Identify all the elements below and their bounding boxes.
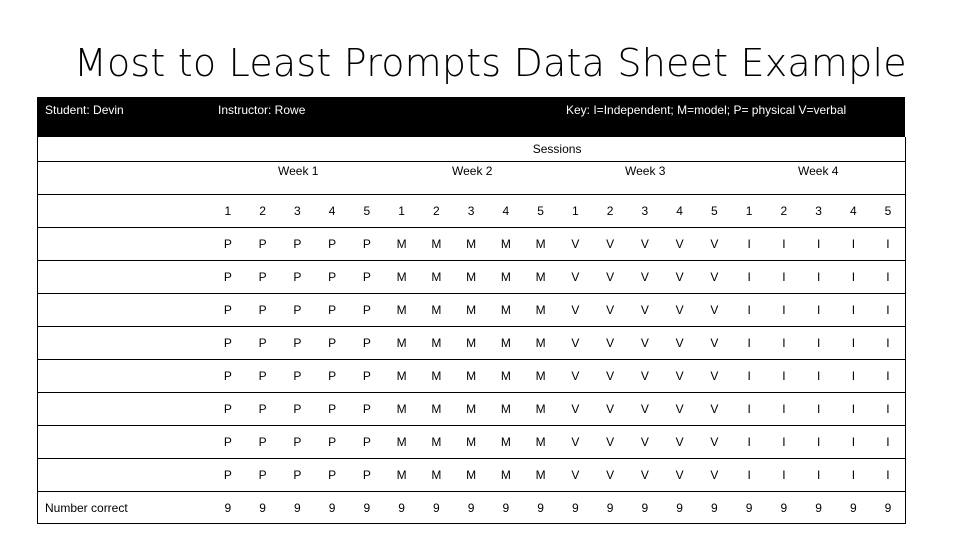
session-number: 5 xyxy=(697,195,732,228)
prompt-cell: I xyxy=(871,426,906,459)
prompt-cell: M xyxy=(523,327,558,360)
prompt-cell: P xyxy=(245,360,280,393)
prompt-cell: M xyxy=(523,228,558,261)
prompt-cell: M xyxy=(384,327,419,360)
prompt-cell: I xyxy=(732,327,767,360)
prompt-cell: M xyxy=(489,426,524,459)
session-number: 2 xyxy=(245,195,280,228)
row-label xyxy=(38,426,211,459)
prompt-cell: M xyxy=(419,228,454,261)
prompt-cell: V xyxy=(662,294,697,327)
session-numbers-row xyxy=(38,195,906,228)
session-number: 1 xyxy=(732,195,767,228)
prompt-cell: P xyxy=(245,393,280,426)
prompt-cell: V xyxy=(628,261,663,294)
session-number: 1 xyxy=(384,195,419,228)
prompt-cell: M xyxy=(419,393,454,426)
prompt-cell: M xyxy=(454,459,489,492)
prompt-cell: M xyxy=(454,261,489,294)
session-number: 5 xyxy=(871,195,906,228)
week-label: Week 3 xyxy=(625,164,666,178)
prompt-cell: I xyxy=(801,393,836,426)
prompt-cell: I xyxy=(732,261,767,294)
total-cell: 9 xyxy=(558,492,593,524)
prompt-cell: P xyxy=(350,393,385,426)
prompt-cell: I xyxy=(801,327,836,360)
prompt-cell: M xyxy=(454,294,489,327)
prompt-cell: P xyxy=(211,360,246,393)
prompt-cell: M xyxy=(523,459,558,492)
prompt-cell: V xyxy=(697,459,732,492)
data-table xyxy=(37,137,906,524)
prompt-cell: V xyxy=(593,228,628,261)
session-number: 5 xyxy=(350,195,385,228)
prompt-cell: V xyxy=(662,327,697,360)
prompt-cell: I xyxy=(836,393,871,426)
prompt-cell: P xyxy=(211,327,246,360)
prompt-cell: I xyxy=(801,360,836,393)
key-label: Key: I=Independent; M=model; P= physical V=verbal xyxy=(566,103,847,117)
prompt-cell: V xyxy=(662,360,697,393)
prompt-cell: P xyxy=(211,393,246,426)
prompt-cell: I xyxy=(871,459,906,492)
prompt-cell: I xyxy=(767,426,802,459)
session-number: 4 xyxy=(489,195,524,228)
prompt-cell: P xyxy=(315,393,350,426)
prompt-cell: V xyxy=(593,360,628,393)
session-number: 1 xyxy=(211,195,246,228)
prompt-cell: V xyxy=(662,459,697,492)
total-cell: 9 xyxy=(767,492,802,524)
prompt-cell: V xyxy=(628,294,663,327)
prompt-cell: M xyxy=(419,261,454,294)
prompt-cell: I xyxy=(732,393,767,426)
table-row xyxy=(38,228,906,261)
session-number: 1 xyxy=(558,195,593,228)
total-cell: 9 xyxy=(454,492,489,524)
session-number: 2 xyxy=(767,195,802,228)
weeks-cell xyxy=(38,162,906,195)
total-cell: 9 xyxy=(523,492,558,524)
prompt-cell: I xyxy=(767,393,802,426)
prompt-cell: V xyxy=(558,261,593,294)
prompt-cell: M xyxy=(419,426,454,459)
prompt-cell: V xyxy=(558,426,593,459)
prompt-cell: M xyxy=(523,261,558,294)
prompt-cell: V xyxy=(697,261,732,294)
data-sheet xyxy=(37,97,905,524)
total-cell: 9 xyxy=(662,492,697,524)
prompt-cell: V xyxy=(662,261,697,294)
prompt-cell: I xyxy=(801,228,836,261)
session-number: 3 xyxy=(628,195,663,228)
total-cell: 9 xyxy=(593,492,628,524)
prompt-cell: I xyxy=(801,261,836,294)
prompt-cell: V xyxy=(628,228,663,261)
prompt-cell: M xyxy=(419,327,454,360)
prompt-cell: M xyxy=(454,360,489,393)
row-label xyxy=(38,261,211,294)
table-row xyxy=(38,426,906,459)
week-label: Week 4 xyxy=(798,164,839,178)
total-cell: 9 xyxy=(489,492,524,524)
prompt-cell: M xyxy=(523,360,558,393)
table-row xyxy=(38,261,906,294)
prompt-cell: P xyxy=(245,459,280,492)
prompt-cell: P xyxy=(211,294,246,327)
row-label xyxy=(38,459,211,492)
prompt-cell: M xyxy=(419,294,454,327)
prompt-cell: M xyxy=(489,459,524,492)
total-cell: 9 xyxy=(628,492,663,524)
total-cell: 9 xyxy=(871,492,906,524)
prompt-cell: V xyxy=(593,426,628,459)
prompt-cell: I xyxy=(801,426,836,459)
prompt-cell: P xyxy=(350,261,385,294)
prompt-cell: V xyxy=(697,228,732,261)
prompt-cell: P xyxy=(211,261,246,294)
prompt-cell: P xyxy=(350,228,385,261)
prompt-cell: I xyxy=(767,294,802,327)
total-cell: 9 xyxy=(836,492,871,524)
prompt-cell: P xyxy=(280,294,315,327)
prompt-cell: I xyxy=(732,294,767,327)
row-label xyxy=(38,393,211,426)
prompt-cell: V xyxy=(593,327,628,360)
prompt-cell: I xyxy=(871,360,906,393)
sheet-header xyxy=(37,97,905,137)
prompt-cell: I xyxy=(836,459,871,492)
prompt-cell: I xyxy=(801,459,836,492)
session-number: 4 xyxy=(662,195,697,228)
prompt-cell: I xyxy=(871,228,906,261)
prompt-cell: V xyxy=(558,327,593,360)
prompt-cell: M xyxy=(384,426,419,459)
prompt-cell: P xyxy=(245,327,280,360)
table-row xyxy=(38,459,906,492)
total-cell: 9 xyxy=(732,492,767,524)
prompt-cell: M xyxy=(384,261,419,294)
prompt-cell: M xyxy=(489,360,524,393)
prompt-cell: P xyxy=(245,294,280,327)
prompt-cell: V xyxy=(628,459,663,492)
prompt-cell: I xyxy=(836,360,871,393)
prompt-cell: V xyxy=(558,360,593,393)
prompt-cell: M xyxy=(454,426,489,459)
prompt-cell: V xyxy=(697,360,732,393)
session-number: 4 xyxy=(836,195,871,228)
week-label: Week 1 xyxy=(278,164,319,178)
sessions-label: Sessions xyxy=(38,137,906,162)
prompt-cell: V xyxy=(593,261,628,294)
prompt-cell: M xyxy=(489,228,524,261)
prompt-cell: M xyxy=(454,327,489,360)
prompt-cell: P xyxy=(315,261,350,294)
total-cell: 9 xyxy=(280,492,315,524)
prompt-cell: M xyxy=(489,261,524,294)
prompt-cell: M xyxy=(384,459,419,492)
prompt-cell: V xyxy=(558,294,593,327)
prompt-cell: P xyxy=(280,360,315,393)
prompt-cell: V xyxy=(662,393,697,426)
prompt-cell: P xyxy=(280,228,315,261)
prompt-cell: P xyxy=(315,327,350,360)
prompt-cell: P xyxy=(350,426,385,459)
prompt-cell: P xyxy=(350,294,385,327)
prompt-cell: V xyxy=(558,393,593,426)
prompt-cell: I xyxy=(836,261,871,294)
table-row xyxy=(38,327,906,360)
row-label xyxy=(38,195,211,228)
prompt-cell: M xyxy=(489,393,524,426)
prompt-cell: P xyxy=(280,393,315,426)
week-label: Week 2 xyxy=(452,164,493,178)
row-label xyxy=(38,228,211,261)
prompt-cell: V xyxy=(662,426,697,459)
prompt-cell: V xyxy=(593,294,628,327)
prompt-cell: M xyxy=(419,459,454,492)
table-row xyxy=(38,294,906,327)
prompt-cell: I xyxy=(871,294,906,327)
total-cell: 9 xyxy=(245,492,280,524)
page-title: Most to Least Prompts Data Sheet Example xyxy=(74,41,907,85)
prompt-cell: V xyxy=(628,426,663,459)
prompt-cell: V xyxy=(697,393,732,426)
table-row xyxy=(38,360,906,393)
prompt-cell: P xyxy=(315,228,350,261)
instructor-label: Instructor: Rowe xyxy=(218,103,306,117)
table-row xyxy=(38,393,906,426)
prompt-cell: M xyxy=(384,294,419,327)
prompt-cell: M xyxy=(523,294,558,327)
prompt-cell: P xyxy=(280,261,315,294)
session-number: 4 xyxy=(315,195,350,228)
total-cell: 9 xyxy=(350,492,385,524)
prompt-cell: M xyxy=(384,228,419,261)
prompt-cell: I xyxy=(836,426,871,459)
prompt-cell: V xyxy=(662,228,697,261)
prompt-cell: I xyxy=(871,393,906,426)
row-label xyxy=(38,327,211,360)
prompt-cell: I xyxy=(767,261,802,294)
prompt-cell: I xyxy=(767,360,802,393)
prompt-cell: I xyxy=(767,459,802,492)
prompt-cell: M xyxy=(489,327,524,360)
prompt-cell: I xyxy=(732,360,767,393)
sessions-row xyxy=(38,137,906,162)
prompt-cell: M xyxy=(419,360,454,393)
prompt-cell: P xyxy=(315,360,350,393)
total-cell: 9 xyxy=(801,492,836,524)
prompt-cell: P xyxy=(245,261,280,294)
session-number: 3 xyxy=(454,195,489,228)
prompt-cell: P xyxy=(315,426,350,459)
row-label xyxy=(38,360,211,393)
total-cell: 9 xyxy=(419,492,454,524)
prompt-cell: P xyxy=(350,459,385,492)
prompt-cell: V xyxy=(558,459,593,492)
prompt-cell: M xyxy=(523,426,558,459)
number-correct-label: Number correct xyxy=(38,492,211,524)
prompt-cell: M xyxy=(384,360,419,393)
prompt-cell: V xyxy=(697,327,732,360)
prompt-cell: P xyxy=(245,228,280,261)
prompt-cell: I xyxy=(732,426,767,459)
prompt-cell: I xyxy=(871,261,906,294)
session-number: 3 xyxy=(801,195,836,228)
prompt-cell: V xyxy=(697,426,732,459)
session-number: 2 xyxy=(419,195,454,228)
prompt-cell: P xyxy=(211,426,246,459)
prompt-cell: V xyxy=(697,294,732,327)
prompt-cell: I xyxy=(836,294,871,327)
prompt-cell: M xyxy=(454,228,489,261)
prompt-cell: M xyxy=(384,393,419,426)
student-label: Student: Devin xyxy=(45,103,124,117)
prompt-cell: V xyxy=(593,459,628,492)
prompt-cell: P xyxy=(350,327,385,360)
prompt-cell: V xyxy=(628,360,663,393)
prompt-cell: P xyxy=(245,426,280,459)
prompt-cell: I xyxy=(871,327,906,360)
prompt-cell: P xyxy=(280,459,315,492)
prompt-cell: P xyxy=(211,228,246,261)
session-number: 2 xyxy=(593,195,628,228)
prompt-cell: P xyxy=(211,459,246,492)
prompt-cell: P xyxy=(315,294,350,327)
prompt-cell: I xyxy=(836,327,871,360)
prompt-cell: V xyxy=(558,228,593,261)
prompt-cell: P xyxy=(280,327,315,360)
prompt-cell: V xyxy=(628,327,663,360)
weeks-row xyxy=(38,162,906,195)
total-cell: 9 xyxy=(384,492,419,524)
total-cell: 9 xyxy=(315,492,350,524)
prompt-cell: I xyxy=(732,228,767,261)
prompt-cell: I xyxy=(836,228,871,261)
total-cell: 9 xyxy=(211,492,246,524)
prompt-cell: M xyxy=(454,393,489,426)
total-cell: 9 xyxy=(697,492,732,524)
row-label xyxy=(38,294,211,327)
prompt-cell: P xyxy=(315,459,350,492)
prompt-cell: P xyxy=(280,426,315,459)
prompt-cell: M xyxy=(489,294,524,327)
prompt-cell: M xyxy=(523,393,558,426)
total-row xyxy=(38,492,906,524)
prompt-cell: I xyxy=(732,459,767,492)
prompt-cell: I xyxy=(767,327,802,360)
session-number: 3 xyxy=(280,195,315,228)
prompt-cell: V xyxy=(593,393,628,426)
prompt-cell: P xyxy=(350,360,385,393)
session-number: 5 xyxy=(523,195,558,228)
prompt-cell: I xyxy=(767,228,802,261)
prompt-cell: V xyxy=(628,393,663,426)
prompt-cell: I xyxy=(801,294,836,327)
